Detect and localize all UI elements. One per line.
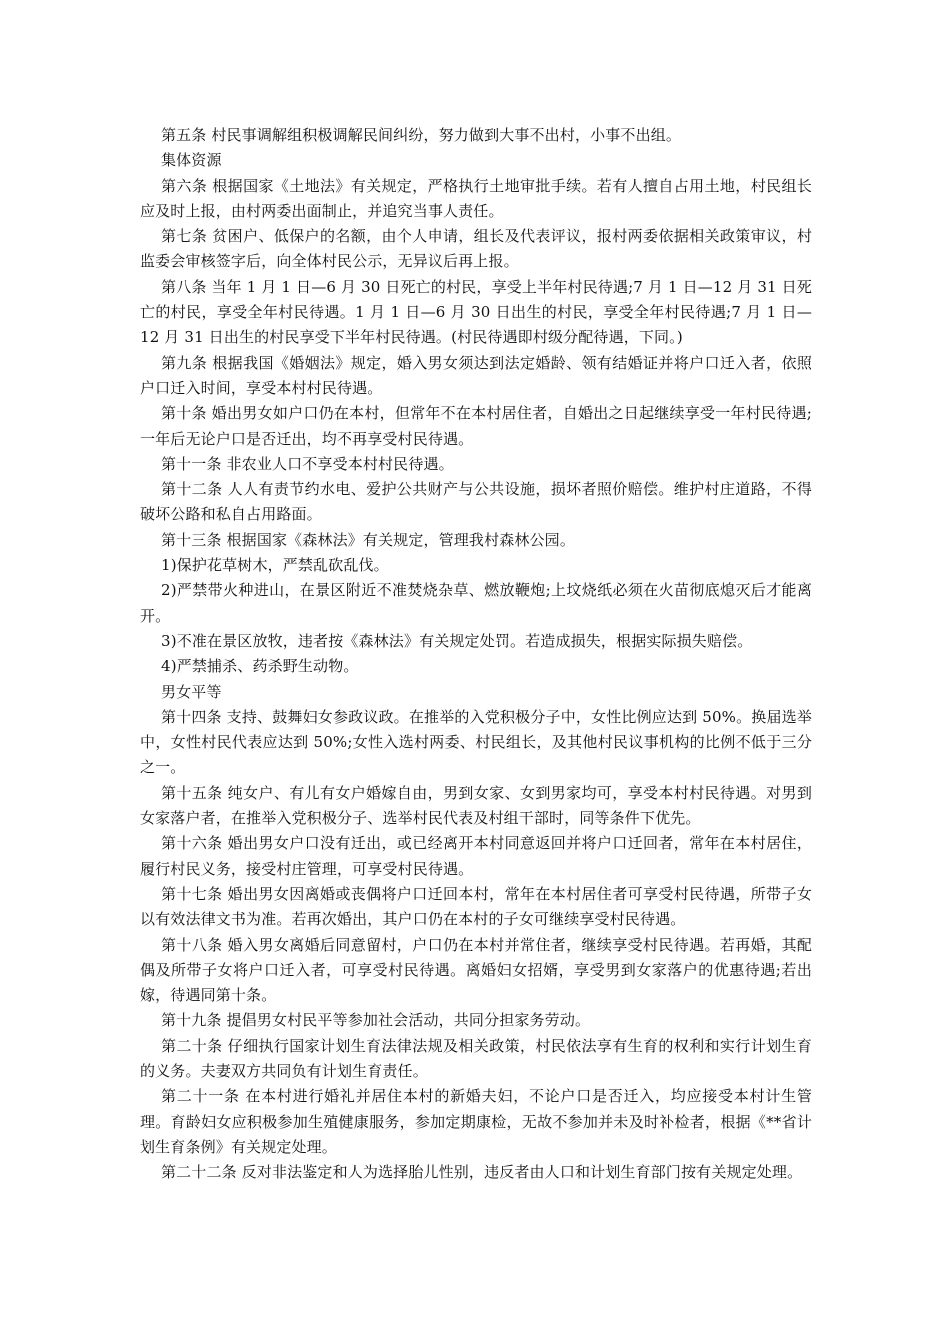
article-14: 第十四条 支持、鼓舞妇女参政议政。在推举的入党积极分子中，女性比例应达到 50%。换届选举中，女性村民代表应达到 50%;女性入选村两委、村民组长，及其他村民议事机构的比例不低于三分之一。 (140, 707, 812, 777)
article-16: 第十六条 婚出男女户口没有迁出，或已经离开本村同意返回并将户口迁回者，常年在本村居住，履行村民义务，接受村庄管理，可享受村民待遇。 (140, 834, 812, 878)
article-15: 第十五条 纯女户、有儿有女户婚嫁自由，男到女家、女到男家均可，享受本村村民待遇。对男到女家落户者，在推举入党积极分子、选举村民代表及村组干部时，同等条件下优先。 (140, 783, 812, 828)
article-12: 第十二条 人人有责节约水电、爱护公共财产与公共设施，损坏者照价赔偿。维护村庄道路，不得破坏公路和私自占用路面。 (140, 480, 812, 524)
article-13-item-3: 3)不准在景区放牧，违者按《森林法》有关规定处罚。若造成损失，根据实际损失赔偿。 (161, 631, 753, 650)
article-9: 第九条 根据我国《婚姻法》规定，婚入男女须达到法定婚龄、领有结婚证并将户口迁入者，依照户口迁入时间，享受本村村民待遇。 (140, 353, 812, 397)
section-heading-collective-resources: 集体资源 (161, 151, 222, 170)
article-7: 第七条 贫困户、低保户的名额，由个人申请，组长及代表评议，报村两委依据相关政策审议，村监委会审核签字后，向全体村民公示，无异议后再上报。 (140, 227, 812, 271)
article-17: 第十七条 婚出男女因离婚或丧偶将户口迁回本村，常年在本村居住者可享受村民待遇，所带子女以有效法律文书为准。若再次婚出，其户口仍在本村的子女可继续享受村民待遇。 (140, 884, 812, 929)
section-heading-gender-equality: 男女平等 (161, 682, 222, 701)
article-13-item-2: 2)严禁带火种进山，在景区附近不准焚烧杂草、燃放鞭炮;上坟烧纸必须在火苗彻底熄灭后才能离开。 (140, 581, 812, 625)
article-13: 第十三条 根据国家《森林法》有关规定，管理我村森林公园。 (161, 530, 575, 549)
article-20: 第二十条 仔细执行国家计划生育法律法规及相关政策，村民依法享有生育的权利和实行计划生育的义务。夫妻双方共同负有计划生育责任。 (140, 1036, 812, 1080)
article-6: 第六条 根据国家《土地法》有关规定，严格执行土地审批手续。若有人擅自占用土地，村民组长应及时上报，由村两委出面制止，并追究当事人责任。 (140, 176, 812, 220)
article-19: 第十九条 提倡男女村民平等参加社会活动，共同分担家务劳动。 (161, 1011, 591, 1030)
article-13-item-4: 4)严禁捕杀、药杀野生动物。 (161, 657, 359, 676)
article-21: 第二十一条 在本村进行婚礼并居住本村的新婚夫妇，不论户口是否迁入，均应接受本村计生管理。育龄妇女应积极参加生殖健康服务，参加定期康检，无故不参加并未及时补检者，根据《**省计划生育条例》有关规定处理。 (140, 1087, 812, 1156)
article-18: 第十八条 婚入男女离婚后同意留村，户口仍在本村并常住者，继续享受村民待遇。若再婚，其配偶及所带子女将户口迁入者，可享受村民待遇。离婚妇女招婿，享受男到女家落户的优惠待遇;若出嫁，待遇同第十条。 (140, 935, 812, 1005)
document-body (140, 123, 812, 1185)
article-22: 第二十二条 反对非法鉴定和人为选择胎儿性别，违反者由人口和计划生育部门按有关规定处理。 (161, 1163, 803, 1182)
article-10: 第十条 婚出男女如户口仍在本村，但常年不在本村居住者，自婚出之日起继续享受一年村民待遇;一年后无论户口是否迁出，均不再享受村民待遇。 (140, 404, 812, 448)
article-5: 第五条 村民事调解组积极调解民间纠纷，努力做到大事不出村，小事不出组。 (161, 126, 682, 144)
article-8: 第八条 当年 1 月 1 日—6 月 30 日死亡的村民，享受上半年村民待遇;7 月 1 日—12 月 31 日死亡的村民，享受全年村民待遇。1 月 1 日—6 月 30 日出生的村民，享受全年村民待遇;7 月 1 日—12 月 31 日出生的村民享受下半年村民待遇。(村民待遇即村级分配待遇，下同。) (140, 277, 812, 347)
article-13-item-1: 1)保护花草树木，严禁乱砍乱伐。 (161, 556, 389, 575)
article-11: 第十一条 非农业人口不享受本村村民待遇。 (161, 454, 454, 473)
